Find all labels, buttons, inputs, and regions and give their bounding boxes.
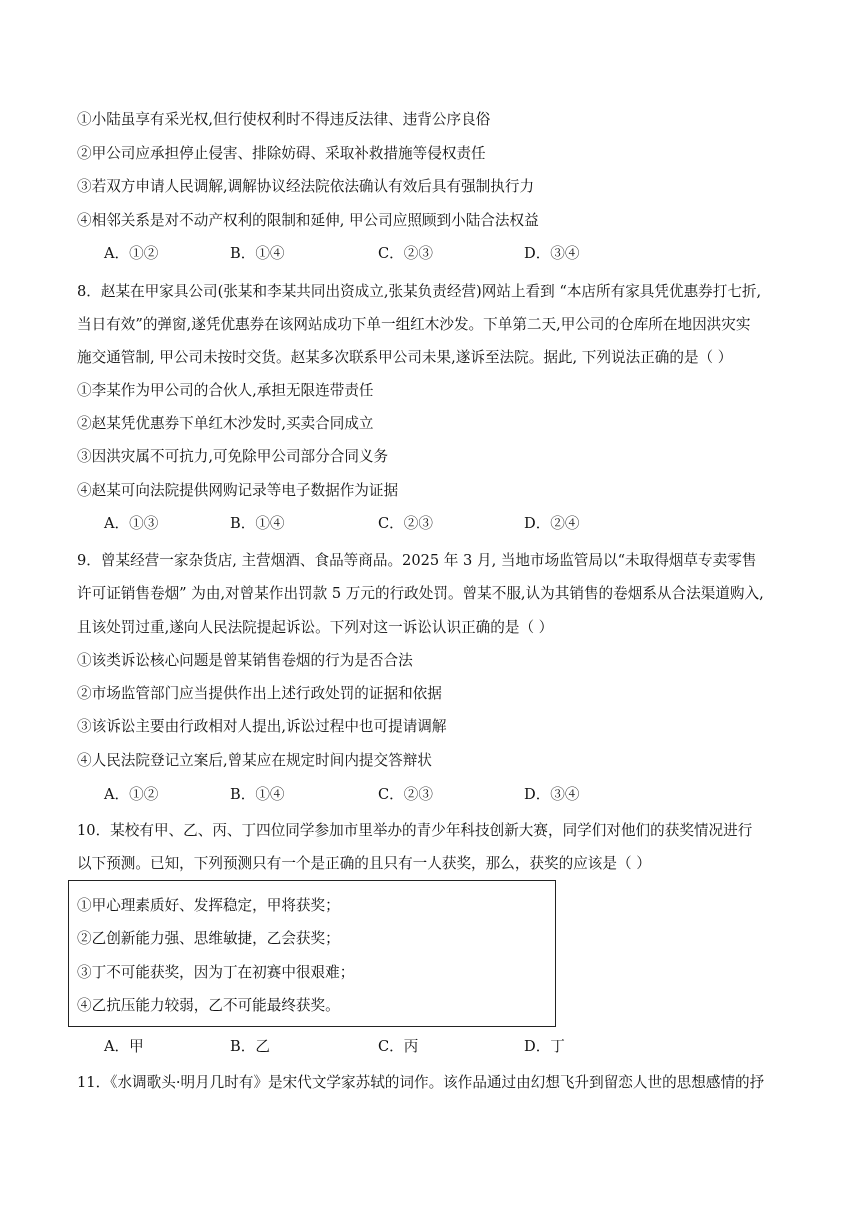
q8-item-4: ④赵某可向法院提供网购记录等电子数据作为证据 — [77, 482, 399, 499]
q7-option-d: D．③④ — [524, 245, 580, 262]
q10-prediction-3: ③丁不可能获奖，因为丁在初赛中很艰难； — [77, 964, 355, 981]
q9-option-a: A．①② — [104, 786, 159, 803]
q10-prediction-box — [68, 880, 556, 1027]
q8-item-3: ③因洪灾属不可抗力,可免除甲公司部分合同义务 — [77, 448, 389, 465]
q10-prediction-4: ④乙抗压能力较弱，乙不可能最终获奖。 — [77, 997, 340, 1014]
q9-item-2: ②市场监管部门应当提供作出上述行政处罚的证据和依据 — [77, 685, 442, 702]
q10-stem-line-1: 10．某校有甲、乙、丙、丁四位同学参加市里举办的青少年科技创新大赛，同学们对他们的获奖情况进行 — [77, 822, 753, 839]
q11-stem-line-1: 11．《水调歌头·明月几时有》是宋代文学家苏轼的词作。该作品通过由幻想飞升到留恋人世的思想感情的抒 — [77, 1074, 765, 1091]
q7-option-b: B．①④ — [230, 245, 285, 262]
q9-option-b: B．①④ — [230, 786, 285, 803]
q9-item-1: ①该类诉讼核心问题是曾某销售卷烟的行为是否合法 — [77, 652, 413, 669]
q8-item-1: ①李某作为甲公司的合伙人,承担无限连带责任 — [77, 382, 374, 399]
q9-option-d: D．③④ — [524, 786, 580, 803]
q9-stem-line-2: 许可证销售卷烟” 为由,对曾某作出罚款 5 万元的行政处罚。曾某不服,认为其销售的卷烟系从合法渠道购入, — [77, 585, 764, 602]
q9-item-4: ④人民法院登记立案后,曾某应在规定时间内提交答辩状 — [77, 752, 432, 769]
q9-stem-line-1: 9．曾某经营一家杂货店, 主营烟酒、食品等商品。2025 年 3 月, 当地市场监管局以“未取得烟草专卖零售 — [77, 552, 757, 569]
q8-stem-line-3: 施交通管制, 甲公司未按时交货。赵某多次联系甲公司未果,遂诉至法院。据此, 下列说法正确的是（ ） — [77, 349, 733, 366]
q8-option-b: B．①④ — [230, 515, 285, 532]
q7-item-4: ④相邻关系是对不动产权利的限制和延伸, 甲公司应照顾到小陆合法权益 — [77, 212, 539, 229]
q10-option-d: D．丁 — [524, 1038, 565, 1055]
q10-stem-line-2: 以下预测。已知，下列预测只有一个是正确的且只有一人获奖，那么，获奖的应该是（ ） — [77, 855, 651, 872]
q9-option-c: C．②③ — [378, 786, 433, 803]
q7-item-3: ③若双方申请人民调解,调解协议经法院依法确认有效后具有强制执行力 — [77, 178, 535, 195]
q8-option-a: A．①③ — [104, 515, 159, 532]
q10-option-a: A．甲 — [104, 1038, 144, 1055]
q10-option-b: B．乙 — [230, 1038, 270, 1055]
q9-stem-line-3: 且该处罚过重,遂向人民法院提起诉讼。下列对这一诉讼认识正确的是（ ） — [77, 619, 554, 636]
q8-option-c: C．②③ — [378, 515, 433, 532]
q8-stem-line-2: 当日有效”的弹窗,遂凭优惠券在该网站成功下单一组红木沙发。下单第二天,甲公司的仓库所在地因洪灾实 — [77, 316, 751, 333]
q10-prediction-1: ①甲心理素质好、发挥稳定，甲将获奖； — [77, 897, 340, 914]
q8-option-d: D．②④ — [524, 515, 580, 532]
q8-item-2: ②赵某凭优惠券下单红木沙发时,买卖合同成立 — [77, 415, 374, 432]
q7-option-a: A．①② — [104, 245, 159, 262]
q7-item-2: ②甲公司应承担停止侵害、排除妨碍、采取补救措施等侵权责任 — [77, 145, 486, 162]
q7-item-1: ①小陆虽享有采光权,但行使权利时不得违反法律、违背公序良俗 — [77, 111, 491, 128]
q8-stem-line-1: 8．赵某在甲家具公司(张某和李某共同出资成立,张某负责经营)网站上看到 “本店所有家具凭优惠券打七折, — [77, 283, 762, 300]
q9-item-3: ③该诉讼主要由行政相对人提出,诉讼过程中也可提请调解 — [77, 718, 447, 735]
q7-option-c: C．②③ — [378, 245, 433, 262]
q10-prediction-2: ②乙创新能力强、思维敏捷，乙会获奖； — [77, 930, 340, 947]
q10-option-c: C．丙 — [378, 1038, 419, 1055]
